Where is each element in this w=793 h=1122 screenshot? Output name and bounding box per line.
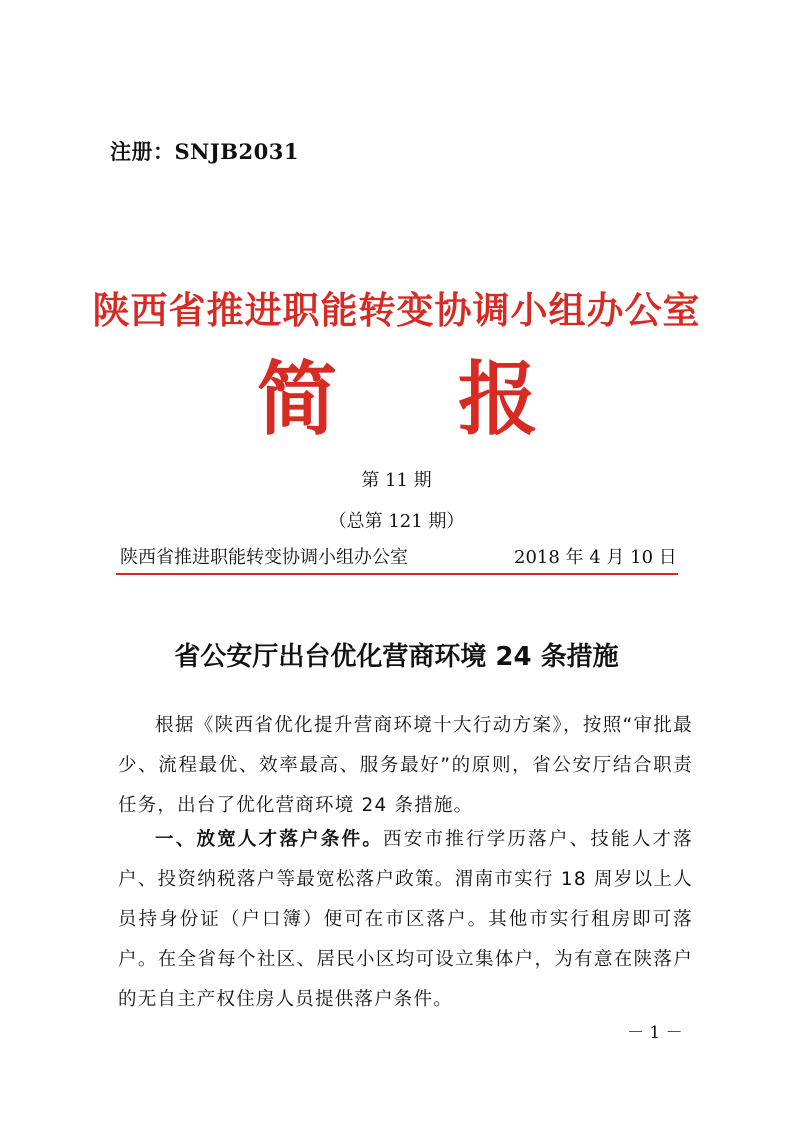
page-number: － 1 －	[627, 1023, 683, 1043]
issuing-organization-header: 陕西省推进职能转变协调小组办公室	[92, 289, 701, 332]
article-title: 省公安厅出台优化营商环境 24 条措施	[174, 642, 619, 672]
registration-number: 注册：SNJB2031	[110, 139, 299, 164]
issuer-dateline	[120, 543, 680, 569]
issue-number: 第 11 期	[361, 470, 432, 491]
paragraph-2-heading: 一、放宽人才落户条件。	[155, 829, 384, 850]
article-paragraph-2	[118, 820, 693, 1020]
paragraph-2-body: 西安市推行学历落户、技能人才落户、投资纳税落户等最宽松落户政策。渭南市实行 18 周岁以上人员持身份证（户口簿）便可在市区落户。其他市实行租房即可落户。在全省每个社区、居民小区均可设立集体户，为有意在陕落户的无自主产权住房人员提供落户条件。	[118, 829, 693, 1010]
red-divider-rule	[116, 573, 678, 575]
issue-date: 2018 年 4 月 10 日	[514, 547, 677, 568]
total-issue-number: （总第 121 期）	[328, 511, 465, 532]
issuer-name: 陕西省推进职能转变协调小组办公室	[120, 547, 408, 568]
article-paragraph-1: 根据《陕西省优化提升营商环境十大行动方案》，按照“审批最少、流程最优、效率最高、服务最好”的原则，省公安厅结合职责任务，出台了优化营商环境 24 条措施。	[118, 715, 693, 816]
bulletin-title-char-2: 报	[458, 353, 538, 446]
bulletin-title-char-1: 简	[257, 353, 337, 446]
